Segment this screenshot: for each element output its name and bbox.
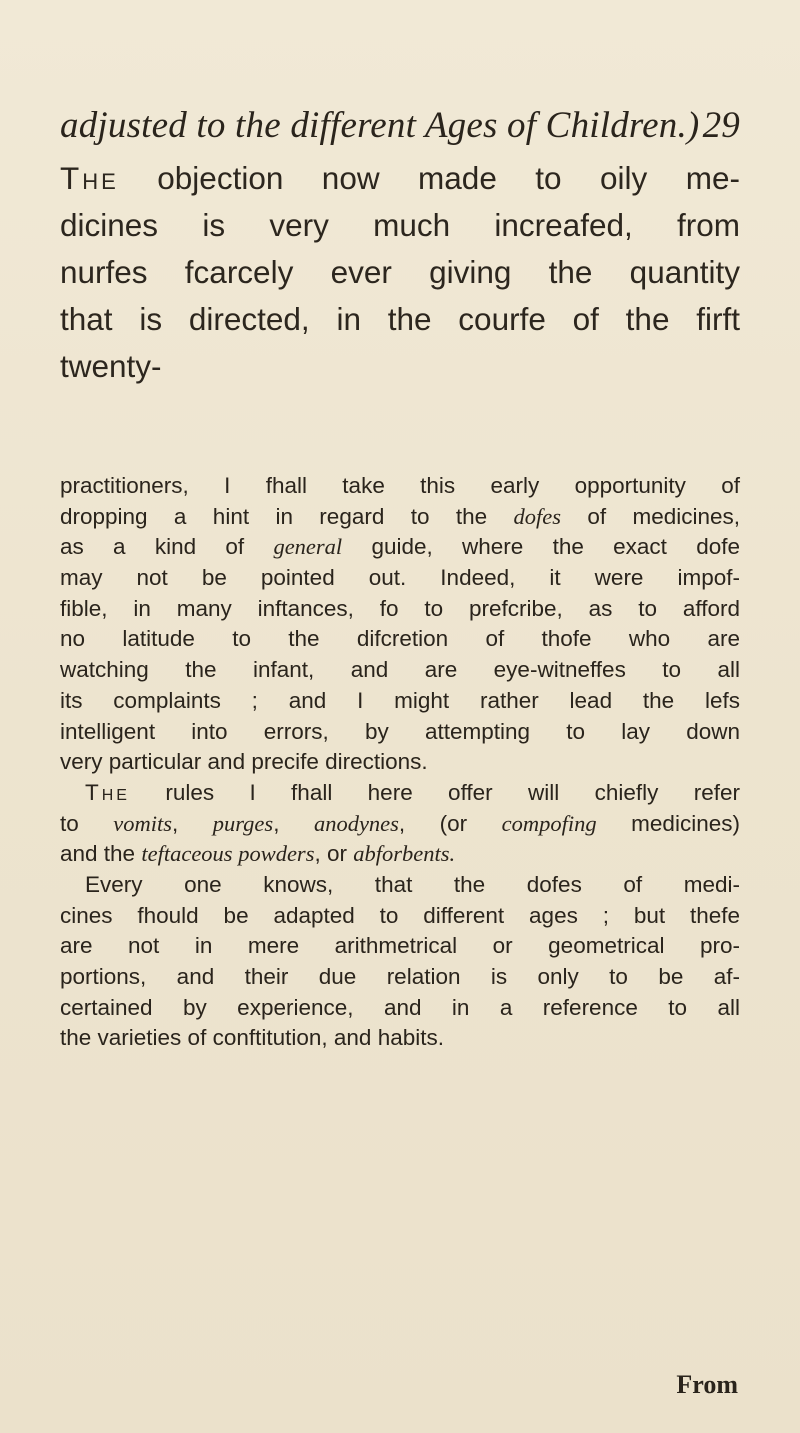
text-line: are not in mere arithmetrical or geometrical pro- [60, 933, 740, 959]
text-line: practitioners, I fhall take this early opportunity of [60, 473, 740, 498]
line-text: (or [439, 810, 468, 836]
text-line: watching the infant, and are eye-witneffes to all [60, 657, 740, 683]
running-head: adjusted to the different Ages of Children.) [60, 105, 700, 146]
line-text: rules I fhall here offer will chiefly refer [165, 779, 740, 805]
page-number: 29 [702, 105, 740, 146]
page-header [60, 104, 740, 154]
text-line: dicines is very much increafed, from [60, 207, 740, 243]
text-line [60, 778, 740, 809]
italic-word: general [273, 534, 343, 560]
text-line: fible, in many inftances, fo to prefcribe, as to afford [60, 595, 740, 621]
italic-word: purges [212, 810, 274, 836]
lower-block [60, 471, 740, 1054]
text-line: nurfes fcarcely ever giving the quantity [60, 254, 740, 290]
text-line: no latitude to the difcretion of thofe who are [60, 626, 740, 652]
text-line: that is directed, in the courfe of the firft [60, 301, 740, 337]
top-paragraph [60, 155, 740, 437]
line-text: and the [60, 841, 136, 867]
italic-word: compofing [501, 810, 597, 836]
line-text: to [60, 810, 79, 836]
text-line: twenty- [60, 348, 162, 384]
lead-word: The [85, 779, 130, 805]
italic-word: abforbents. [353, 841, 456, 867]
text-line: and the teftaceous powders, or abforbents. [60, 841, 456, 867]
line-text: guide, where the exact dofe [342, 534, 740, 560]
italic-word: anodynes [313, 810, 399, 836]
text-line: to vomits, purges, anodynes, (or compofing medicines) [60, 810, 740, 836]
text-line: the varieties of conftitution, and habits. [60, 1025, 444, 1051]
lead-word: The [60, 160, 119, 196]
text-line: very particular and precife directions. [60, 749, 428, 775]
italic-word: dofes [513, 503, 561, 529]
text-line [60, 390, 740, 437]
text-line: Every one knows, that the dofes of medi- [85, 871, 740, 897]
text-line: may not be pointed out. Indeed, it were impof- [60, 565, 740, 591]
text-line: intelligent into errors, by attempting to lay down [60, 718, 740, 744]
italic-word: vomits [113, 810, 173, 836]
italic-word: teftaceous powders [141, 841, 315, 867]
catchword: From [676, 1370, 738, 1399]
line-text: dropping a hint in regard to the [60, 503, 514, 529]
line-text: as a kind of [60, 534, 274, 560]
text-line [60, 532, 740, 563]
text-line [60, 155, 740, 202]
line-text: medicines) [631, 810, 740, 836]
line-text: or [326, 841, 347, 867]
line-text: objection now made to oily me- [157, 160, 740, 196]
text-line: cines fhould be adapted to different ages ; but thefe [60, 902, 740, 928]
text-line: its complaints ; and I might rather lead the lefs [60, 687, 740, 713]
text-line [60, 502, 740, 533]
line-text: of medicines, [560, 503, 740, 529]
text-line: certained by experience, and in a reference to all [60, 994, 740, 1020]
text-line: portions, and their due relation is only to be af- [60, 964, 740, 989]
